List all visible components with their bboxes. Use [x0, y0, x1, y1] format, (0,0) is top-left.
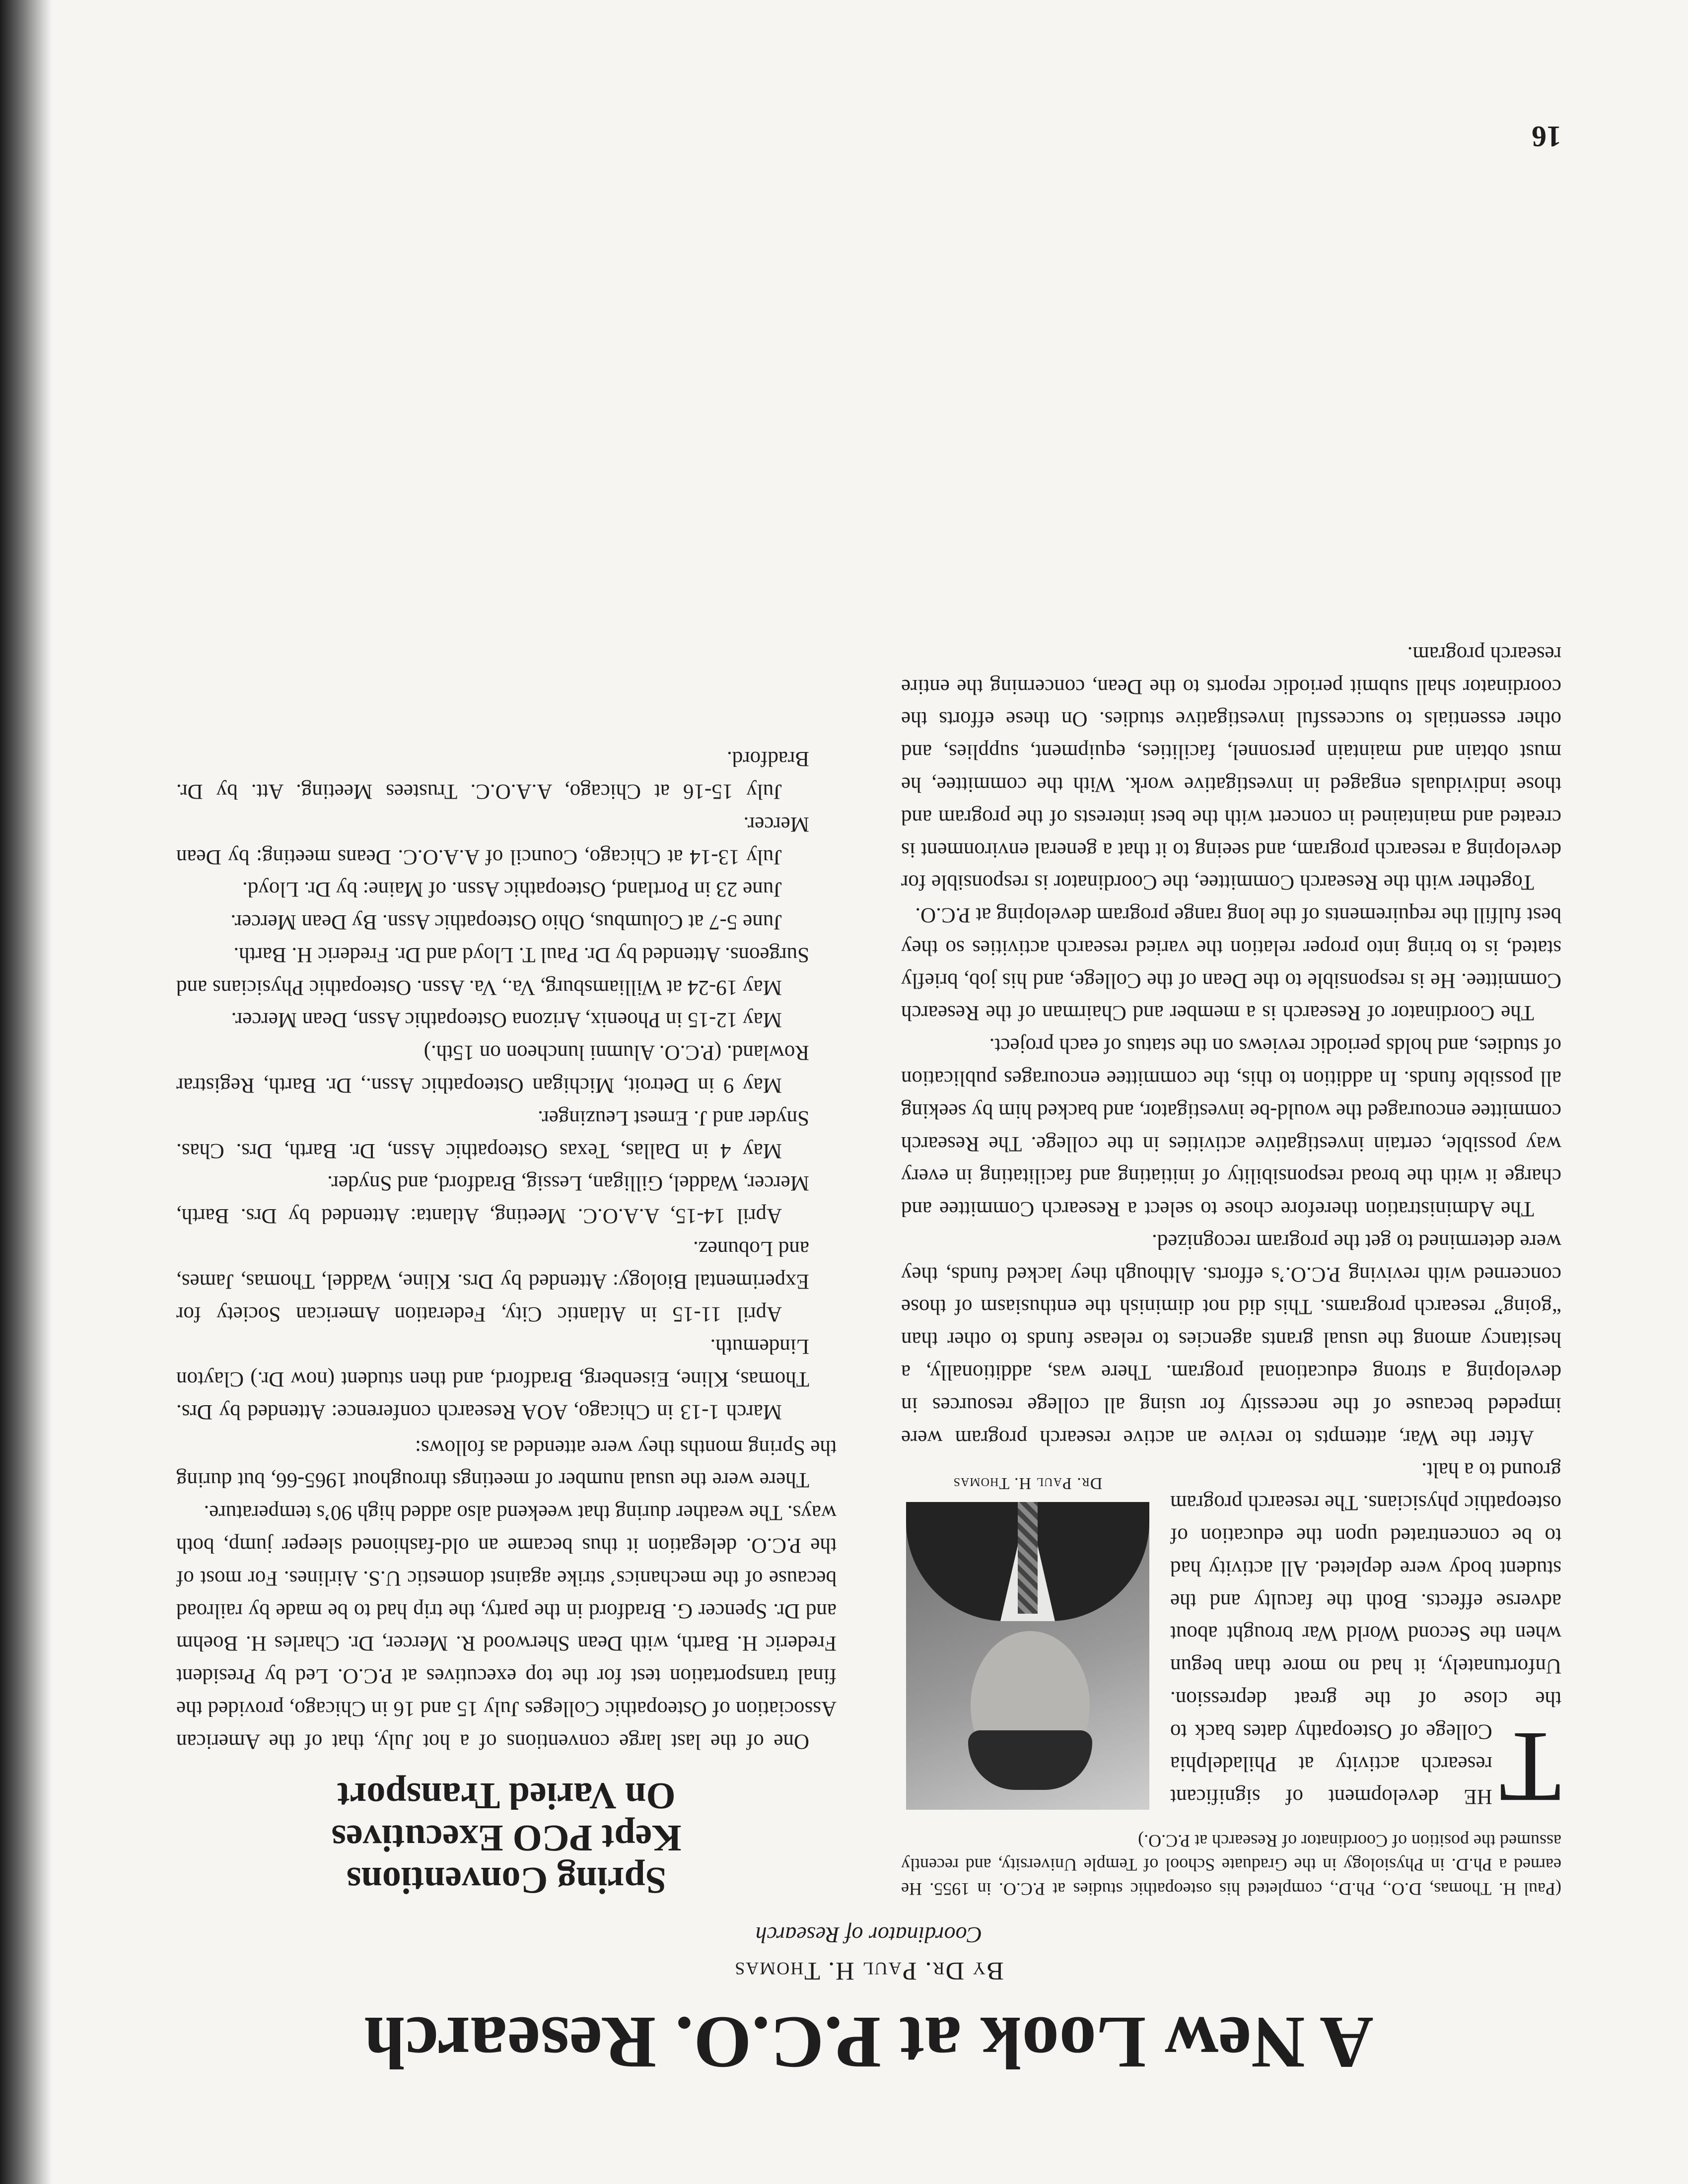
- meeting-entry: April 14-15, A.A.O.C. Meeting, Atlanta: Attended by Drs. Barth, Mercer, Waddel, Gilligan, Lessig, Bradford, and Snyder.: [176, 1171, 809, 1228]
- article-paragraph: The Administration therefore chose to select a Research Committee and charge it with the broad responsibility of initiating and facilitating in every way possible, certain investigative activities in the college. The Research committee encouraged the would-be investigator, and backed him by seeking all possible funds. In addition to this, the committee encourages publication of studies, and holds periodic reviews on the status of each project.: [901, 1034, 1561, 1221]
- article-paragraph: The Coordinator of Research is a member and Chairman of the Research Committee. He is responsible to the Dean of the College, and his job, briefly stated, is to bring into proper relation the varied research activities so they best fulfill the requirements of the long range program developing at P.C.O.: [901, 903, 1561, 1025]
- author-photo: [906, 1502, 1149, 1810]
- meeting-entry: May 19-24 at Williamsburg, Va., Va. Assn. Osteopathic Physicians and Surgeons. Attended by Dr. Paul T. Lloyd and Dr. Frederic H. Barth.: [176, 943, 809, 999]
- photo-caption: Dr. Paul H. Thomas: [953, 1474, 1103, 1493]
- sidebar-paragraph: One of the last large conventions of a hot July, that of the American Association of Osteopathic Colleges July 15 and 16 in Chicago, provided the final transportation test for the top executives at P.C.O. Led by President Frederic H. Barth, with Dean Sherwood R. Mercer, Dr. Charles H. Boehm and Dr. Spencer G. Bradford in the party, the trip had to be made by railroad because of the mechanics’ strike against domestic U.S. Airlines. For most of the P.C.O. delegation it thus became an old-fashioned sleeper jump, both ways. The weather during that weekend also added high 90’s temperature.: [176, 1501, 837, 1753]
- meeting-entry: March 1-13 in Chicago, AOA Research conference: Attended by Drs. Thomas, Kline, Eisenberg, Bradford, and then student (now Dr.) Clayton Lindemuth.: [176, 1335, 809, 1424]
- meeting-list: [176, 742, 837, 1428]
- meeting-entry: June 5-7 at Columbus, Ohio Osteopathic Assn. By Dean Mercer.: [230, 910, 782, 934]
- sidebar-paragraph: There were the usual number of meetings throughout 1965-66, but during the Spring months they were attended as follows:: [176, 1435, 837, 1492]
- author-intro: (Paul H. Thomas, D.O., Ph.D., completed his osteopathic studies at P.C.O. in 1955. He earned a Ph.D. in Physiology in the Graduate School of Temple University, and recently assumed the position of Coordinator of Research at P.C.O.): [901, 1831, 1561, 1899]
- sidebar-headline: Spring Conventions Kept PCO Executives On Varied Transport: [331, 1774, 682, 1901]
- binding-gutter: [0, 0, 52, 2184]
- meeting-entry: July 13-14 at Chicago, Council of A.A.O.C. Deans meeting: by Dean Mercer.: [176, 812, 809, 869]
- first-paragraph: T HE development of significant research activity at Philadelphia College of Osteopathy dates back to the close of the great depression. Unfortunately, it had no more than begun when the Second World War brought about adverse effects. Both the faculty and the student body were depleted. All activity had to be concentrated upon the education of osteopathic physicians. The research program ground to a halt.: [1170, 1458, 1561, 1824]
- byline: By Dr. Paul H. Thomas: [734, 1957, 1004, 1985]
- meeting-entry: May 9 in Detroit, Michigan Osteopathic Assn., Dr. Barth, Registrar Rowland. (P.C.O. Alumni luncheon on 15th.): [176, 1041, 809, 1097]
- page-number: 16: [1532, 120, 1561, 153]
- meeting-entry: July 15-16 at Chicago, A.A.O.C. Trustees Meeting. Att. by Dr. Bradford.: [176, 747, 809, 804]
- article-column: [901, 637, 1561, 1901]
- article-paragraph: Together with the Research Committee, the Coordinator is responsible for developing a research program, and seeing to it that a general environment is created and maintained in concert with the best interests of the program and those individuals engaged in investigative work. With the committee, he must obtain and maintain personnel, facilities, equipment, supplies, and other essentials to successful investigative studies. On these efforts the coordinator shall submit periodic reports to the Dean, concerning the entire research program.: [901, 642, 1561, 894]
- article-paragraph: After the War, attempts to revive an active research program were impeded because of the necessity for using all college resources in developing a strong educational program. There was, additionally, a hesitancy among the usual grants agencies to release funds to other than “going” research programs. This did not diminish the enthusiasm of those concerned with reviving P.C.O.’s efforts. Although they lacked funds, they were determined to get the program recognized.: [901, 1229, 1561, 1449]
- author-role: Coordinator of Research: [755, 1922, 983, 1948]
- sidebar-column: [176, 742, 837, 1901]
- meeting-entry: June 23 in Portland, Osteopathic Assn. of Maine: by Dr. Lloyd.: [242, 878, 782, 901]
- upside-down-page: [79, 60, 1638, 2134]
- meeting-entry: April 11-15 in Atlantic City, Federation American Society for Experimental Biology: Attended by Drs. Kline, Waddel, Thomas, James, and Lobunez.: [176, 1236, 809, 1326]
- article-title: A New Look at P.C.O. Research: [364, 2001, 1374, 2084]
- drop-cap: T: [1499, 1711, 1561, 1824]
- meeting-entry: May 4 in Dallas, Texas Osteopathic Assn, Dr. Barth, Drs. Chas. Snyder and J. Ernest Leuzinger.: [176, 1106, 809, 1162]
- author-photo-block: [901, 1470, 1154, 1810]
- meeting-entry: May 12-15 in Phoenix, Arizona Osteopathic Assn, Dean Mercer.: [231, 1008, 782, 1032]
